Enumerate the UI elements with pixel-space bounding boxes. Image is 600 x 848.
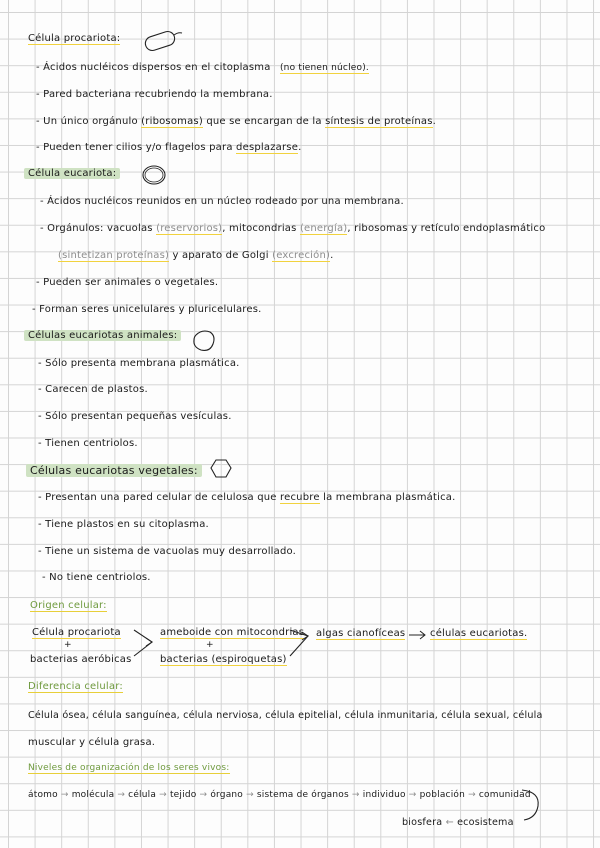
vegetales-title: Células eucariotas vegetales:	[26, 464, 202, 477]
vegetales-bullet-2: - Tiene plastos en su citoplasma.	[38, 519, 209, 530]
procariota-bullet-4: - Pueden tener cilios y/o flagelos para desplazarse.	[36, 142, 302, 153]
plant-cell-icon	[208, 456, 234, 482]
level-ecosistema: ecosistema	[457, 817, 514, 828]
animal-cell-icon	[190, 327, 218, 355]
eucariota-bullet-2-cont: (sintetizan proteínas) y aparato de Golgi (excreción).	[58, 250, 334, 261]
niveles-chain: átomo → molécula → célula → tejido → órgano → sistema de órganos → individuo → población → comunidad	[28, 790, 531, 800]
eucariota-bullet-3: - Pueden ser animales o vegetales.	[36, 277, 219, 288]
animales-title: Células eucariotas animales:	[24, 330, 181, 341]
eucariota-bullet-4: - Forman seres unicelulares y pluricelulares.	[32, 304, 262, 315]
animales-bullet-3: - Sólo presentan pequeñas vesículas.	[38, 411, 232, 422]
origen-title: Origen celular:	[30, 600, 107, 611]
diferencia-line-1: Célula ósea, célula sanguínea, célula nerviosa, célula epitelial, célula inmunitaria, célula sexual, célula	[28, 710, 543, 721]
level-celula: célula	[128, 790, 157, 800]
animales-bullet-4: - Tienen centriolos.	[38, 438, 138, 449]
procariota-bullet-1: - Ácidos nucléicos dispersos en el citoplasma (no tienen núcleo).	[36, 62, 369, 73]
vegetales-bullet-3: - Tiene un sistema de vacuolas muy desarrollado.	[38, 546, 297, 557]
diferencia-line-2: muscular y célula grasa.	[28, 737, 156, 748]
arrow-right-icon	[408, 630, 428, 640]
level-sistema: sistema de órganos	[256, 790, 349, 800]
animales-bullet-1: - Sólo presenta membrana plasmática.	[38, 358, 240, 369]
level-atomo: átomo	[28, 790, 58, 800]
niveles-end: biosfera ← ecosistema	[402, 817, 514, 828]
origen-node-ameboide: ameboide con mitocondrias	[160, 627, 305, 638]
procariota-title: Célula procariota:	[28, 33, 121, 44]
level-biosfera: biosfera	[402, 817, 443, 828]
origen-plus-1: +	[64, 640, 72, 650]
eucariota-bullet-1: - Ácidos nucléicos reunidos en un núcleo rodeado por una membrana.	[40, 196, 404, 207]
origen-node-algas: algas cianofíceas	[316, 628, 406, 639]
animales-bullet-2: - Carecen de plastos.	[38, 384, 148, 395]
procariota-bullet-3: - Un único orgánulo (ribosomas) que se encargan de la síntesis de proteínas.	[36, 116, 437, 127]
origen-node-procariota: Célula procariota	[32, 627, 121, 638]
origen-node-eucariotas: células eucariotas.	[430, 628, 528, 639]
level-organo: órgano	[210, 790, 244, 800]
bacillus-cell-icon	[142, 28, 184, 54]
brace-arrow-2	[288, 624, 316, 664]
level-molecula: molécula	[71, 790, 115, 800]
curved-arrow-icon	[520, 786, 544, 826]
eucariota-bullet-2: - Orgánulos: vacuolas (reservorios), mitocondrias (energía), ribosomas y retículo endoplasmático	[40, 223, 546, 234]
origen-plus-2: +	[206, 640, 214, 650]
level-comunidad: comunidad	[478, 790, 531, 800]
level-poblacion: población	[419, 790, 466, 800]
origen-node-espiroquetas: bacterias (espiroquetas)	[160, 654, 287, 665]
brace-arrow-1	[132, 624, 160, 664]
procariota-bullet-2: - Pared bacteriana recubriendo la membrana.	[36, 89, 273, 100]
vegetales-bullet-4: - No tiene centriolos.	[42, 572, 151, 583]
eucariota-title: Célula eucariota:	[24, 168, 120, 179]
vegetales-bullet-1: - Presentan una pared celular de celulosa que recubre la membrana plasmática.	[38, 492, 456, 503]
eukaryote-cell-icon	[140, 163, 168, 187]
niveles-title: Niveles de organización de los seres vivos:	[28, 763, 230, 773]
level-individuo: individuo	[362, 790, 406, 800]
diferencia-title: Diferencia celular:	[28, 681, 123, 692]
level-tejido: tejido	[169, 790, 197, 800]
origen-node-bacterias-aerobicas: bacterias aeróbicas	[30, 654, 132, 665]
